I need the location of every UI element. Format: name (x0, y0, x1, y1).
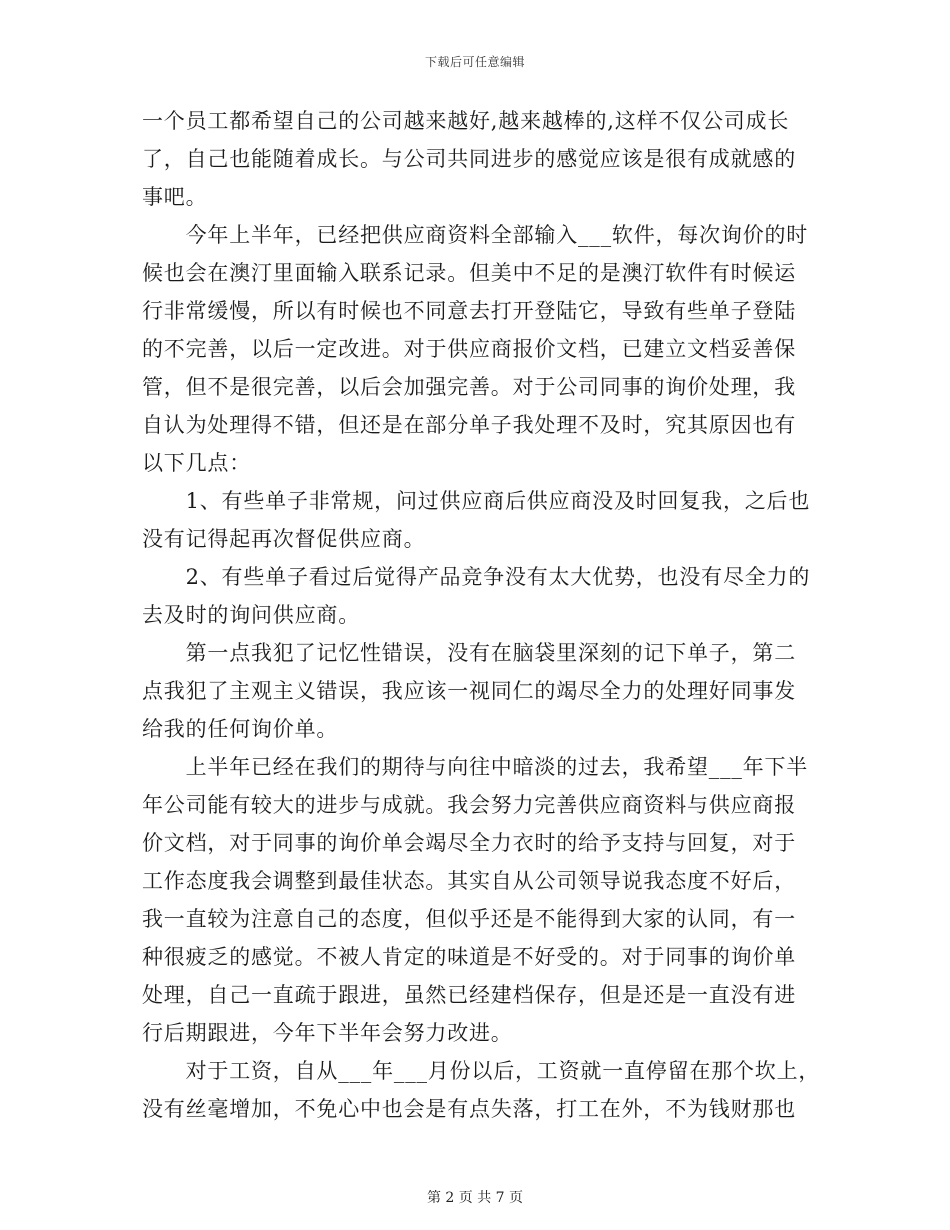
text-line: 事吧。 (142, 185, 208, 209)
text-line: 管，但不是很完善，以后会加强完善。对于公司同事的询价处理，我 (142, 375, 796, 399)
text-line: 工作态度我会调整到最佳状态。其实自从公司领导说我态度不好后， (142, 869, 796, 893)
text-line: 候也会在澳汀里面输入联系记录。但美中不足的是澳汀软件有时候运 (142, 261, 796, 285)
text-line: 自认为处理得不错，但还是在部分单子我处理不及时，究其原因也有 (142, 413, 796, 437)
text-line: 价文档，对于同事的询价单会竭尽全力衣时的给予支持与回复，对于 (142, 831, 796, 855)
text-line: 种很疲乏的感觉。不被人肯定的味道是不好受的。对于同事的询价单 (142, 945, 796, 969)
text-line: 对于工资，自从___年___月份以后，工资就一直停留在那个坎上， (142, 1059, 821, 1083)
text-line: 了，自己也能随着成长。与公司共同进步的感觉应该是很有成就感的 (142, 147, 796, 171)
text-line: 一个员工都希望自己的公司越来越好,越来越棒的,这样不仅公司成长 (142, 109, 790, 133)
text-line: 没有记得起再次督促供应商。 (142, 527, 426, 551)
text-line: 没有丝毫增加，不免心中也会是有点失落，打工在外，不为钱财那也 (142, 1097, 796, 1121)
text-line: 上半年已经在我们的期待与向往中暗淡的过去，我希望___年下半 (142, 755, 809, 779)
text-line: 行非常缓慢，所以有时候也不同意去打开登陆它，导致有些单子登陆 (142, 299, 796, 323)
text-line: 以下几点： (142, 451, 251, 475)
text-line: 我一直较为注意自己的态度，但似乎还是不能得到大家的认同，有一 (142, 907, 796, 931)
text-line: 今年上半年，已经把供应商资料全部输入___软件，每次询价的时 (142, 223, 809, 247)
header-note: 下载后可任意编辑 (424, 55, 525, 69)
text-line: 的不完善，以后一定改进。对于供应商报价文档，已建立文档妥善保 (142, 337, 796, 361)
text-line: 行后期跟进，今年下半年会努力改进。 (142, 1021, 513, 1045)
text-line: 年公司能有较大的进步与成就。我会努力完善供应商资料与供应商报 (142, 793, 796, 817)
document-body (142, 102, 821, 1128)
text-line: 第一点我犯了记忆性错误，没有在脑袋里深刻的记下单子，第二 (142, 641, 796, 665)
text-line: 给我的任何询价单。 (142, 717, 339, 741)
page-number: 第 2 页 共 7 页 (426, 1190, 524, 1206)
text-line: 点我犯了主观主义错误，我应该一视同仁的竭尽全力的处理好同事发 (142, 679, 796, 703)
text-line: 1、有些单子非常规，问过供应商后供应商没及时回复我，之后也 (142, 489, 811, 513)
text-line: 2、有些单子看过后觉得产品竞争没有太大优势，也没有尽全力的 (142, 565, 811, 589)
text-line: 处理，自己一直疏于跟进，虽然已经建档保存，但是还是一直没有进 (142, 983, 796, 1007)
text-line: 去及时的询问供应商。 (142, 603, 360, 627)
